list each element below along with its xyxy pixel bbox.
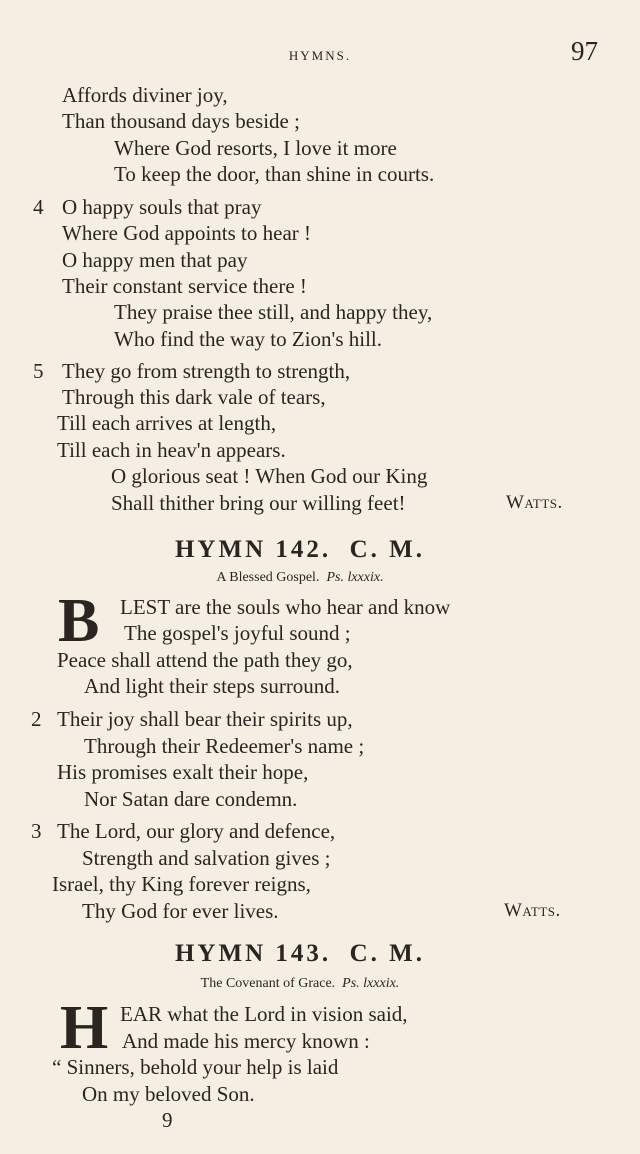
verse-line: Thy God for ever lives. — [82, 899, 279, 923]
verse-line: O happy souls that pray — [62, 195, 262, 219]
verse-line: Who find the way to Zion's hill. — [114, 327, 382, 351]
attribution: Watts. — [506, 492, 563, 513]
hymn-subtitle — [0, 570, 600, 586]
verse-line: Strength and salvation gives ; — [82, 846, 331, 870]
drop-cap: B — [58, 587, 100, 655]
subtitle-text: A Blessed Gospel. — [216, 570, 320, 585]
verse-line: Nor Satan dare condemn. — [84, 787, 298, 811]
hymn-meter: C. M. — [349, 940, 426, 967]
subtitle-text: The Covenant of Grace. — [200, 976, 336, 991]
hymn-subtitle — [0, 976, 600, 992]
stanza-number: 4 — [33, 195, 44, 219]
verse-line: Affords diviner joy, — [62, 83, 228, 107]
verse-line: They praise thee still, and happy they, — [114, 300, 433, 324]
verse-line: Their constant service there ! — [62, 274, 307, 298]
running-title: HYMNS. — [288, 48, 352, 63]
verse-line: Where God resorts, I love it more — [114, 136, 397, 160]
attribution: Watts. — [504, 900, 561, 921]
page-number: 97 — [571, 36, 598, 66]
verse-line: O glorious seat ! When God our King — [111, 464, 428, 488]
verse-line: Through their Redeemer's name ; — [84, 734, 365, 758]
verse-line: The Lord, our glory and defence, — [57, 819, 336, 843]
signature-mark: 9 — [162, 1108, 173, 1132]
verse-line: Peace shall attend the path they go, — [57, 648, 353, 672]
verse-line: They go from strength to strength, — [62, 359, 351, 383]
verse-line: LEST are the souls who hear and know — [120, 595, 451, 619]
hymn-title — [0, 940, 600, 968]
verse-line: “ Sinners, behold your help is laid — [52, 1055, 339, 1079]
verse-line: Till each arrives at length, — [57, 411, 277, 435]
hymn-number: HYMN 142. — [174, 536, 332, 563]
verse-line: Where God appoints to hear ! — [62, 221, 311, 245]
verse-line: And made his mercy known : — [122, 1029, 370, 1053]
verse-line: Shall thither bring our willing feet! — [111, 491, 406, 515]
verse-line: Than thousand days beside ; — [62, 109, 300, 133]
verse-line: The gospel's joyful sound ; — [124, 621, 351, 645]
stanza-number: 5 — [33, 359, 44, 383]
hymn-number: HYMN 143. — [174, 940, 332, 967]
hymn-title — [0, 536, 600, 564]
verse-line: Israel, thy King forever reigns, — [52, 872, 311, 896]
verse-line: Through this dark vale of tears, — [62, 385, 326, 409]
verse-line: To keep the door, than shine in courts. — [114, 162, 435, 186]
scripture-ref: Ps. lxxxix. — [342, 976, 400, 991]
verse-line: On my beloved Son. — [82, 1082, 255, 1106]
verse-line: His promises exalt their hope, — [57, 760, 309, 784]
drop-cap: H — [60, 994, 109, 1062]
verse-line: O happy men that pay — [62, 248, 248, 272]
verse-line: And light their steps surround. — [84, 674, 341, 698]
verse-line: Till each in heav'n appears. — [57, 438, 286, 462]
verse-line: Their joy shall bear their spirits up, — [57, 707, 353, 731]
scripture-ref: Ps. lxxxix. — [326, 570, 384, 585]
hymn-meter: C. M. — [349, 536, 426, 563]
stanza-number: 3 — [31, 819, 42, 843]
verse-line: EAR what the Lord in vision said, — [120, 1002, 408, 1026]
stanza-number: 2 — [31, 707, 42, 731]
